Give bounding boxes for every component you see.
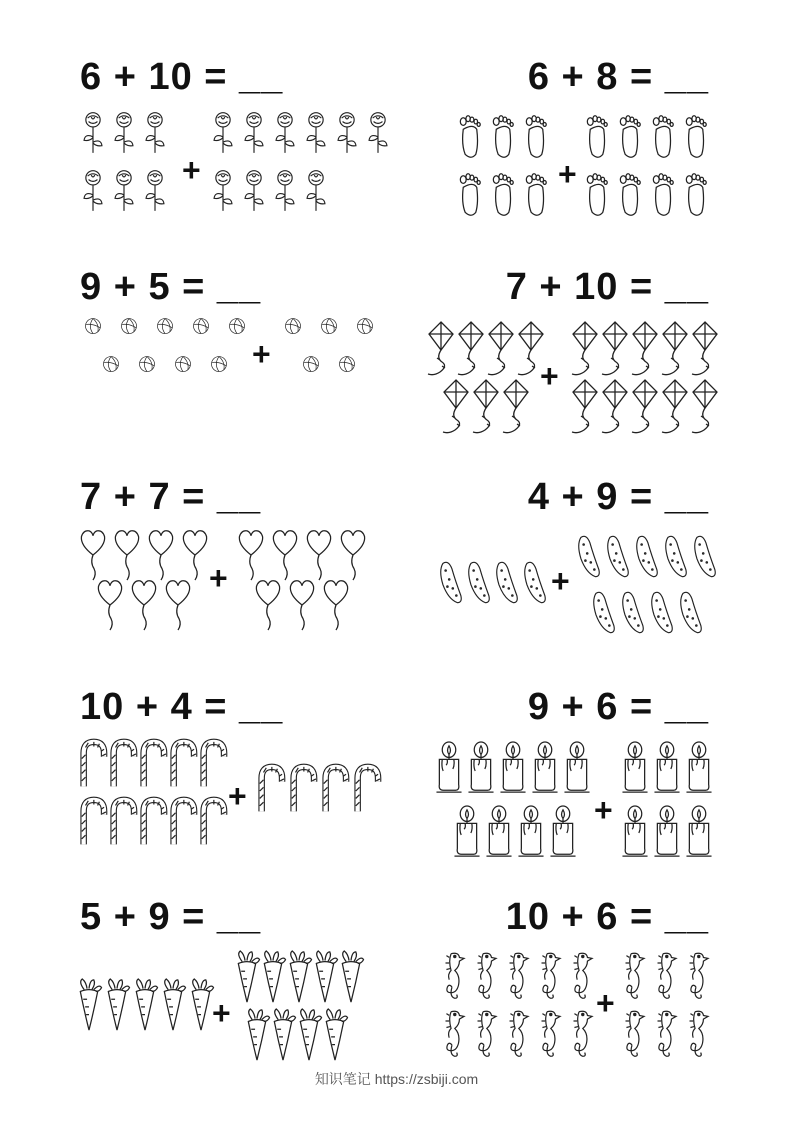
cucumber-icon bbox=[676, 588, 706, 638]
beach-ball-icon bbox=[296, 356, 326, 386]
candy-cane-icon bbox=[166, 740, 198, 792]
cucumber-icon bbox=[647, 588, 677, 638]
seahorse-icon bbox=[616, 1008, 648, 1060]
heart-balloon-icon bbox=[304, 528, 334, 582]
candy-cane-icon bbox=[254, 765, 286, 817]
kite-icon bbox=[426, 320, 456, 376]
rose-icon bbox=[332, 110, 362, 160]
cucumber-icon bbox=[574, 532, 604, 582]
candle-icon bbox=[684, 742, 714, 796]
rose-icon bbox=[208, 168, 238, 218]
kite-icon bbox=[630, 378, 660, 434]
heart-balloon-icon bbox=[112, 528, 142, 582]
carrot-icon bbox=[130, 978, 160, 1032]
candy-cane-icon bbox=[350, 765, 382, 817]
kite-icon bbox=[501, 378, 531, 434]
candle-icon bbox=[652, 806, 682, 860]
plus-sign: + bbox=[594, 792, 613, 828]
footprint-icon bbox=[681, 110, 711, 164]
seahorse-icon bbox=[468, 1008, 500, 1060]
plus-sign: + bbox=[596, 985, 615, 1021]
candle-icon bbox=[548, 806, 578, 860]
seahorse-icon bbox=[436, 1008, 468, 1060]
equation-9: 5 + 9 = __ bbox=[80, 896, 262, 938]
kite-icon bbox=[486, 320, 516, 376]
kite-icon bbox=[570, 320, 600, 376]
beach-ball-icon bbox=[314, 318, 344, 348]
footprint-icon bbox=[488, 168, 518, 222]
kite-icon bbox=[630, 320, 660, 376]
heart-balloon-icon bbox=[146, 528, 176, 582]
footprint-icon bbox=[521, 168, 551, 222]
heart-balloon-icon bbox=[338, 528, 368, 582]
carrot-icon bbox=[158, 978, 188, 1032]
cucumber-icon bbox=[520, 558, 550, 608]
candy-cane-icon bbox=[76, 798, 108, 850]
cucumber-icon bbox=[618, 588, 648, 638]
equation-4: 7 + 10 = __ bbox=[505, 266, 709, 308]
rose-icon bbox=[301, 110, 331, 160]
kite-icon bbox=[441, 378, 471, 434]
candle-icon bbox=[562, 742, 592, 796]
carrot-icon bbox=[102, 978, 132, 1032]
beach-ball-icon bbox=[278, 318, 308, 348]
seahorse-icon bbox=[564, 950, 596, 1002]
rose-icon bbox=[109, 110, 139, 160]
cucumber-icon bbox=[436, 558, 466, 608]
footprint-icon bbox=[648, 110, 678, 164]
seahorse-icon bbox=[532, 1008, 564, 1060]
heart-balloon-icon bbox=[78, 528, 108, 582]
heart-balloon-icon bbox=[270, 528, 300, 582]
kite-icon bbox=[690, 320, 720, 376]
cucumber-icon bbox=[690, 532, 720, 582]
footer-watermark: 知识笔记 https://zsbiji.com bbox=[314, 1071, 479, 1087]
rose-icon bbox=[239, 168, 269, 218]
rose-icon bbox=[239, 110, 269, 160]
kite-icon bbox=[570, 378, 600, 434]
kite-icon bbox=[471, 378, 501, 434]
candy-cane-icon bbox=[136, 740, 168, 792]
heart-balloon-icon bbox=[236, 528, 266, 582]
footprint-icon bbox=[455, 110, 485, 164]
footprint-icon bbox=[648, 168, 678, 222]
rose-icon bbox=[270, 168, 300, 218]
candy-cane-icon bbox=[196, 740, 228, 792]
seahorse-icon bbox=[436, 950, 468, 1002]
seahorse-icon bbox=[564, 1008, 596, 1060]
equation-8: 9 + 6 = __ bbox=[527, 686, 709, 728]
footprint-icon bbox=[521, 110, 551, 164]
rose-icon bbox=[208, 110, 238, 160]
beach-ball-icon bbox=[96, 356, 126, 386]
carrot-icon bbox=[320, 1008, 350, 1062]
rose-icon bbox=[78, 168, 108, 218]
plus-sign: + bbox=[558, 156, 577, 192]
heart-balloon-icon bbox=[287, 578, 317, 632]
seahorse-icon bbox=[532, 950, 564, 1002]
cucumber-icon bbox=[632, 532, 662, 582]
kite-icon bbox=[600, 320, 630, 376]
candy-cane-icon bbox=[166, 798, 198, 850]
rose-icon bbox=[140, 110, 170, 160]
candy-cane-icon bbox=[76, 740, 108, 792]
candle-icon bbox=[434, 742, 464, 796]
heart-balloon-icon bbox=[163, 578, 193, 632]
equation-10: 10 + 6 = __ bbox=[505, 896, 709, 938]
kite-icon bbox=[660, 378, 690, 434]
candy-cane-icon bbox=[136, 798, 168, 850]
footprint-icon bbox=[488, 110, 518, 164]
kite-icon bbox=[456, 320, 486, 376]
heart-balloon-icon bbox=[180, 528, 210, 582]
beach-ball-icon bbox=[186, 318, 216, 348]
rose-icon bbox=[78, 110, 108, 160]
footprint-icon bbox=[615, 168, 645, 222]
seahorse-icon bbox=[500, 950, 532, 1002]
carrot-icon bbox=[336, 950, 366, 1004]
cucumber-icon bbox=[661, 532, 691, 582]
plus-sign: + bbox=[551, 563, 570, 599]
beach-ball-icon bbox=[114, 318, 144, 348]
footprint-icon bbox=[582, 110, 612, 164]
heart-balloon-icon bbox=[253, 578, 283, 632]
plus-sign: + bbox=[540, 358, 559, 394]
beach-ball-icon bbox=[350, 318, 380, 348]
rose-icon bbox=[140, 168, 170, 218]
plus-sign: + bbox=[252, 336, 271, 372]
seahorse-icon bbox=[680, 950, 712, 1002]
cucumber-icon bbox=[603, 532, 633, 582]
candle-icon bbox=[620, 742, 650, 796]
cucumber-icon bbox=[464, 558, 494, 608]
kite-icon bbox=[660, 320, 690, 376]
candle-icon bbox=[684, 806, 714, 860]
carrot-icon bbox=[74, 978, 104, 1032]
equation-1: 6 + 10 = __ bbox=[80, 56, 284, 98]
candle-icon bbox=[620, 806, 650, 860]
candy-cane-icon bbox=[196, 798, 228, 850]
beach-ball-icon bbox=[168, 356, 198, 386]
beach-ball-icon bbox=[332, 356, 362, 386]
candle-icon bbox=[530, 742, 560, 796]
footprint-icon bbox=[615, 110, 645, 164]
footprint-icon bbox=[455, 168, 485, 222]
candle-icon bbox=[452, 806, 482, 860]
plus-sign: + bbox=[212, 995, 231, 1031]
heart-balloon-icon bbox=[321, 578, 351, 632]
equation-2: 6 + 8 = __ bbox=[527, 56, 709, 98]
equation-5: 7 + 7 = __ bbox=[80, 476, 262, 518]
rose-icon bbox=[109, 168, 139, 218]
equation-3: 9 + 5 = __ bbox=[80, 266, 262, 308]
seahorse-icon bbox=[680, 1008, 712, 1060]
kite-icon bbox=[600, 378, 630, 434]
seahorse-icon bbox=[648, 950, 680, 1002]
candle-icon bbox=[484, 806, 514, 860]
plus-sign: + bbox=[209, 560, 228, 596]
equation-7: 10 + 4 = __ bbox=[80, 686, 284, 728]
plus-sign: + bbox=[228, 778, 247, 814]
beach-ball-icon bbox=[150, 318, 180, 348]
heart-balloon-icon bbox=[95, 578, 125, 632]
footprint-icon bbox=[582, 168, 612, 222]
seahorse-icon bbox=[648, 1008, 680, 1060]
seahorse-icon bbox=[616, 950, 648, 1002]
candle-icon bbox=[498, 742, 528, 796]
seahorse-icon bbox=[468, 950, 500, 1002]
beach-ball-icon bbox=[204, 356, 234, 386]
beach-ball-icon bbox=[78, 318, 108, 348]
candle-icon bbox=[466, 742, 496, 796]
kite-icon bbox=[690, 378, 720, 434]
cucumber-icon bbox=[492, 558, 522, 608]
candle-icon bbox=[652, 742, 682, 796]
footprint-icon bbox=[681, 168, 711, 222]
candy-cane-icon bbox=[106, 740, 138, 792]
equation-6: 4 + 9 = __ bbox=[527, 476, 709, 518]
cucumber-icon bbox=[589, 588, 619, 638]
candy-cane-icon bbox=[286, 765, 318, 817]
seahorse-icon bbox=[500, 1008, 532, 1060]
candy-cane-icon bbox=[318, 765, 350, 817]
plus-sign: + bbox=[182, 152, 201, 188]
rose-icon bbox=[301, 168, 331, 218]
beach-ball-icon bbox=[222, 318, 252, 348]
rose-icon bbox=[363, 110, 393, 160]
beach-ball-icon bbox=[132, 356, 162, 386]
candy-cane-icon bbox=[106, 798, 138, 850]
heart-balloon-icon bbox=[129, 578, 159, 632]
candle-icon bbox=[516, 806, 546, 860]
rose-icon bbox=[270, 110, 300, 160]
